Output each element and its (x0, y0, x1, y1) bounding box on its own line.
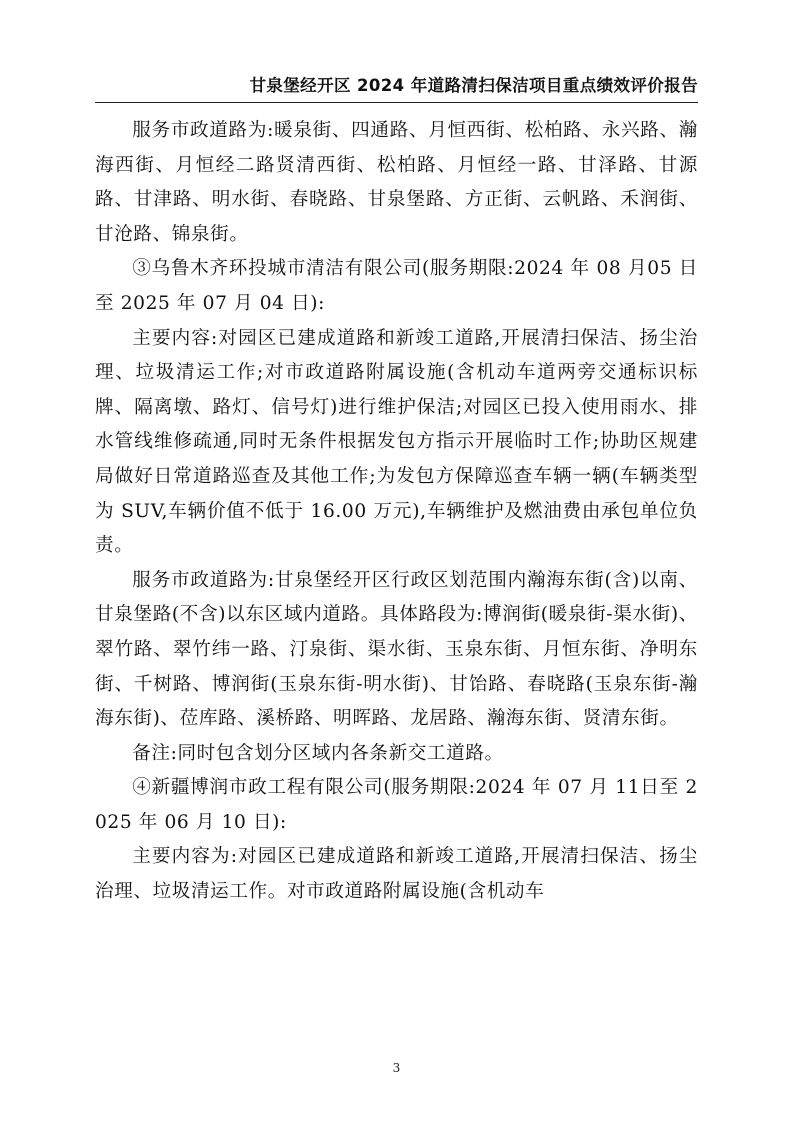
header-divider (95, 102, 698, 103)
paragraph-contractor-3-heading: ③乌鲁木齐环投城市清洁有限公司(服务期限:2024 年 08 月05 日至 2025 年 07 月 04 日): (95, 258, 698, 314)
page-header-title: 甘泉堡经开区 2024 年道路清扫保洁项目重点绩效评价报告 (249, 76, 698, 95)
paragraph-contractor-4-content: 主要内容为:对园区已建成道路和新竣工道路,开展清扫保洁、扬尘治理、垃圾清运工作。对市政道路附属设施(含机动车 (95, 846, 698, 903)
page-number: 3 (392, 1061, 401, 1075)
document-body (95, 114, 698, 910)
paragraph-contractor-4-heading: ④新疆博润市政工程有限公司(服务期限:2024 年 07 月 11日至 2025 年 06 月 10 日): (95, 777, 698, 833)
paragraph-service-roads-2: 服务市政道路为:暖泉街、四通路、月恒西街、松柏路、永兴路、瀚海西街、月恒经二路贤清西街、松柏路、月恒经一路、甘泽路、甘源路、甘津路、明水街、春晓路、甘泉堡路、方正街、云帆路、禾润街、甘沧路、锦泉街。 (95, 120, 698, 245)
paragraph-service-roads-3: 服务市政道路为:甘泉堡经开区行政区划范围内瀚海东街(含)以南、甘泉堡路(不含)以东区域内道路。具体路段为:博润街(暖泉街-渠水街)、翠竹路、翠竹纬一路、汀泉街、渠水街、玉泉东街、月恒东街、净明东街、千树路、博润街(玉泉东街-明水街)、甘饴路、春晓路(玉泉东街-瀚海东街)、莅库路、溪桥路、明晖路、龙居路、瀚海东街、贤清东街。 (95, 569, 698, 730)
paragraph-remark: 备注:同时包含划分区域内各条新交工道路。 (132, 742, 504, 764)
paragraph-contractor-3-content: 主要内容:对园区已建成道路和新竣工道路,开展清扫保洁、扬尘治理、垃圾清运工作;对市政道路附属设施(含机动车道两旁交通标识标牌、隔离墩、路灯、信号灯)进行维护保洁;对园区已投入使用雨水、排水管线维修疏通,同时无条件根据发包方指示开展临时工作;协助区规建局做好日常道路巡查及其他工作;为发包方保障巡查车辆一辆(车辆类型为 SUV,车辆价值不低于 16.00 万元),车辆维护及燃油费由承包单位负责。 (95, 327, 698, 557)
